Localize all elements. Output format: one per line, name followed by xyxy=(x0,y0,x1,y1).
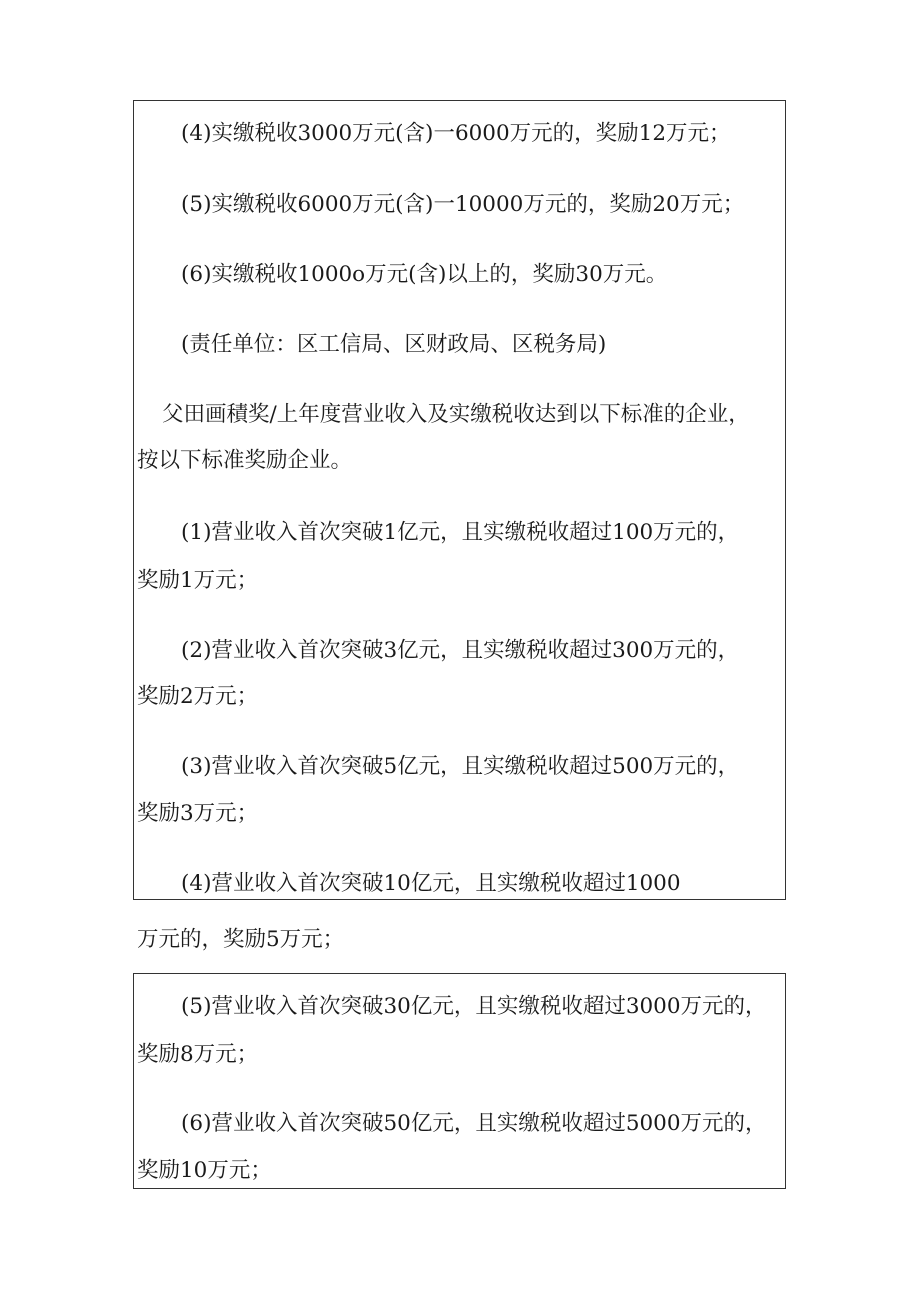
paragraph-line: (4)实缴税收3000万元(含)一6000万元的，奖励12万元； xyxy=(181,121,731,146)
paragraph-line: (责任单位：区工信局、区财政局、区税务局) xyxy=(181,332,607,357)
paragraph-line: 奖励2万元； xyxy=(137,684,259,709)
paragraph-line: (2)营业收入首次突破3亿元，且实缴税收超过300万元的， xyxy=(181,638,740,663)
paragraph-line: (5)营业收入首次突破30亿元，且实缴税收超过3000万元的， xyxy=(181,994,767,1019)
paragraph-line: 按以下标准奖励企业。 xyxy=(137,448,353,473)
paragraph-line: (6)实缴税收1000o万元(含)以上的，奖励30万元。 xyxy=(181,262,668,287)
paragraph-line: (1)营业收入首次突破1亿元，且实缴税收超过100万元的， xyxy=(181,520,740,545)
paragraph-line: (5)实缴税收6000万元(含)一10000万元的，奖励20万元； xyxy=(181,192,745,217)
paragraph-line: (6)营业收入首次突破50亿元，且实缴税收超过5000万元的， xyxy=(181,1111,767,1136)
paragraph-line: (3)营业收入首次突破5亿元，且实缴税收超过500万元的， xyxy=(181,754,740,779)
paragraph-line: 奖励8万元； xyxy=(137,1042,259,1067)
paragraph-line: 奖励1万元； xyxy=(137,568,259,593)
paragraph-line: 奖励3万元； xyxy=(137,801,259,826)
paragraph-line: 父田画積奖/上年度营业收入及实缴税收达到以下标准的企业， xyxy=(162,402,750,427)
paragraph-line: (4)营业收入首次突破10亿元，且实缴税收超过1000 xyxy=(181,871,681,896)
paragraph-line: 万元的，奖励5万元； xyxy=(137,927,345,952)
paragraph-line: 奖励10万元； xyxy=(137,1158,272,1183)
